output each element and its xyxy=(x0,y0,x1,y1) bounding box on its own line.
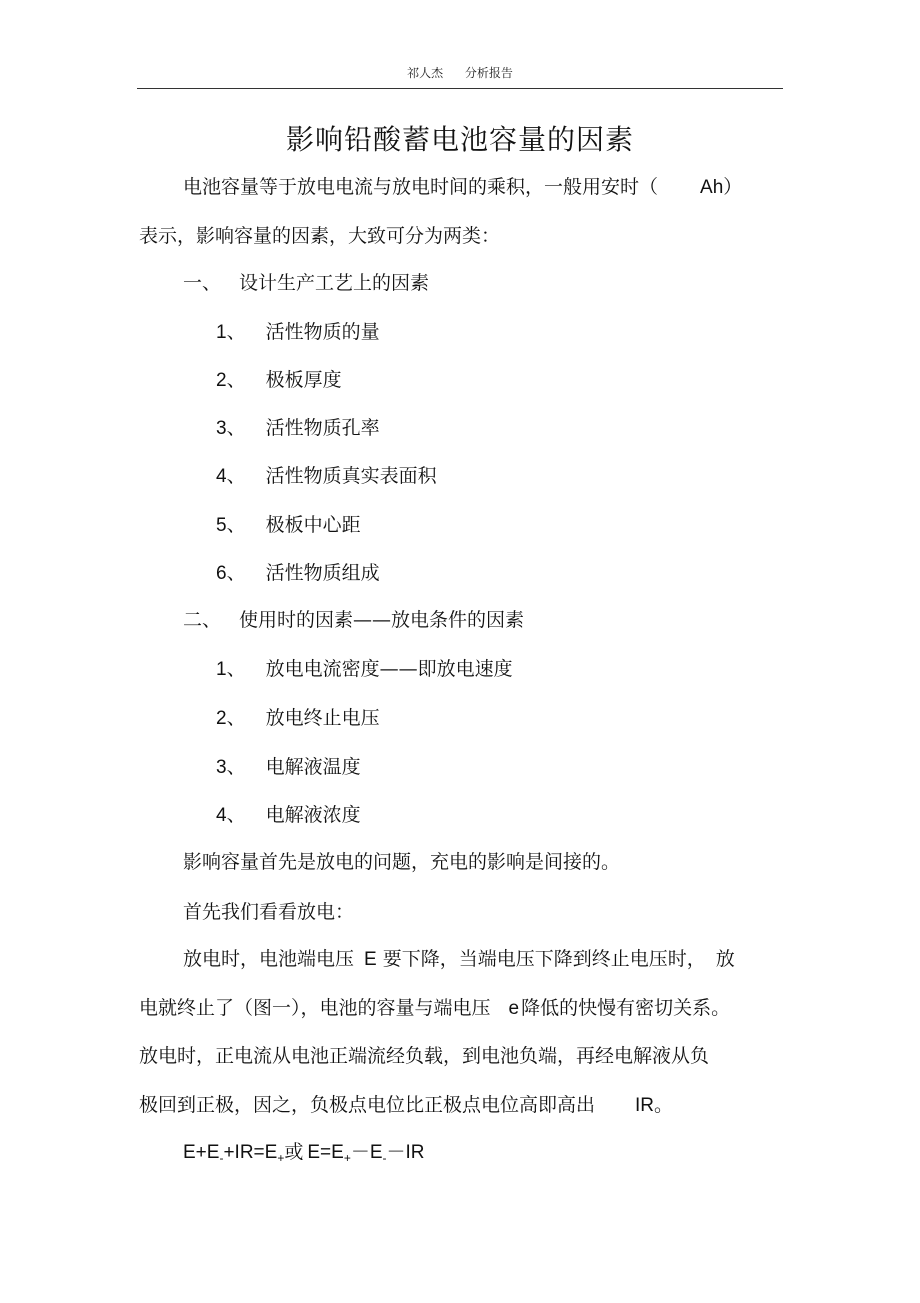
paragraph-3-line-3: 放电时，正电流从电池正端流经负载，到电池负端，再经电解液从负 xyxy=(139,1045,710,1067)
intro-line-2: 表示，影响容量的因素，大致可分为两类： xyxy=(139,225,501,247)
list-item: 1、 活性物质的量 xyxy=(216,321,380,343)
list-item: 5、 极板中心距 xyxy=(216,514,361,536)
section-1-heading: 一、 设计生产工艺上的因素 xyxy=(183,272,430,294)
paragraph-3-line-2: 电就终止了（图一），电池的容量与端电压 e 降低的快慢有密切关系。 xyxy=(139,997,731,1019)
formula: $E+E_-+IR=E_+$或 $E=E_+-E_--IR$ xyxy=(183,1141,425,1165)
page-header xyxy=(0,64,920,81)
paragraph-3-line-4: 极回到正极，因之，负极点电位比正极点电位高即高出 IR。 xyxy=(139,1094,674,1116)
list-item: 6、 活性物质组成 xyxy=(216,562,380,584)
list-item: 4、 电解液浓度 xyxy=(216,804,361,826)
list-item: 4、 活性物质真实表面积 xyxy=(216,465,437,487)
intro-line-1: 电池容量等于放电电流与放电时间的乘积，一般用安时（ Ah） xyxy=(183,176,743,198)
paragraph-3-line-1: 放电时，电池端电压 E 要下降，当端电压下降到终止电压时， 放 xyxy=(183,948,735,970)
list-item: 2、 极板厚度 xyxy=(216,369,342,391)
list-item: 1、 放电电流密度——即放电速度 xyxy=(216,658,513,680)
header-rule xyxy=(137,88,783,89)
header-doc-type: 分析报告 xyxy=(464,66,513,80)
list-item: 3、 活性物质孔率 xyxy=(216,417,380,439)
list-item: 3、 电解液温度 xyxy=(216,756,361,778)
page-title: 影响铅酸蓄电池容量的因素 xyxy=(285,123,634,156)
paragraph-2: 首先我们看看放电： xyxy=(183,901,355,923)
header-author: 祁人杰 xyxy=(407,66,444,80)
list-item: 2、 放电终止电压 xyxy=(216,707,380,729)
section-2-heading: 二、 使用时的因素——放电条件的因素 xyxy=(183,609,525,631)
paragraph-1: 影响容量首先是放电的问题，充电的影响是间接的。 xyxy=(183,851,621,873)
